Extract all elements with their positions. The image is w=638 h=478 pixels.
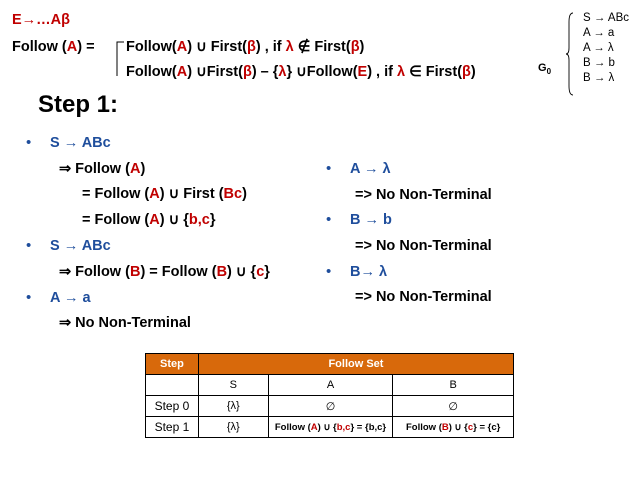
- follow-label-text: Follow (: [12, 39, 67, 55]
- text-part: ) ∪ {: [159, 212, 189, 228]
- grammar-label-text: G: [538, 62, 547, 74]
- left-bullet-3: A → a: [50, 290, 91, 306]
- text-part: ⇒ Follow (: [59, 264, 130, 280]
- rule2-part: Follow(: [126, 64, 177, 80]
- text-part: } = {c}: [473, 421, 501, 433]
- symbol-A: A: [129, 161, 141, 177]
- table-cell-follow-A: [268, 417, 393, 438]
- bullet-icon: •: [326, 263, 332, 280]
- header-follow-set: Follow Set: [198, 354, 513, 375]
- rule2-A: A: [176, 64, 188, 80]
- grammar-label: [538, 62, 551, 76]
- rule1-A: A: [176, 39, 188, 55]
- follow-rule-2: [126, 64, 476, 80]
- rule2-part: ) – {: [251, 64, 279, 80]
- left-line-5: ⇒ No Non-Terminal: [59, 315, 191, 331]
- table-cell-step: Step 1: [146, 417, 199, 438]
- rule2-E: E: [357, 64, 368, 80]
- header-step: Step: [146, 354, 199, 375]
- rule1-part: ∉ First(: [293, 39, 351, 55]
- table-header-row: [146, 354, 514, 375]
- grammar-rule: A → λ: [583, 42, 614, 54]
- rule1-lambda: λ: [285, 39, 294, 55]
- rule-bracket: [112, 40, 126, 80]
- bullet-icon: •: [326, 211, 332, 228]
- rule2-part: ∈ First(: [405, 64, 463, 80]
- left-line-4: [59, 264, 270, 280]
- bullet-icon: •: [26, 289, 32, 306]
- symbol-bc: b,c: [336, 421, 351, 433]
- text-part: = Follow (: [82, 212, 150, 228]
- table-row: [146, 396, 514, 417]
- table-row: [146, 375, 514, 396]
- step-title: Step 1:: [38, 91, 119, 118]
- symbol-bc: b,c: [188, 212, 210, 228]
- text-part: }: [209, 212, 216, 228]
- right-bullet-3: B→ λ: [350, 264, 388, 280]
- grammar-rule: A → a: [583, 27, 615, 39]
- follow-label-close: ) =: [77, 39, 95, 55]
- symbol-A: A: [149, 186, 160, 202]
- right-line-2: => No Non-Terminal: [355, 238, 492, 254]
- grammar-label-sub: 0: [546, 67, 552, 77]
- symbol-B: B: [216, 264, 228, 280]
- follow-set-table: [145, 353, 514, 438]
- grammar-rule: S → ABc: [583, 12, 630, 24]
- left-line-3: [82, 212, 216, 228]
- rule2-part: ) ∪First(: [187, 64, 243, 80]
- rule1-beta: β: [350, 39, 360, 55]
- right-bullet-2: B → b: [350, 212, 392, 228]
- production-rhs: …Aβ: [36, 12, 70, 28]
- left-line-1: [59, 161, 145, 177]
- text-part: } = {b,c}: [350, 421, 387, 433]
- table-cell: {λ}: [198, 396, 268, 417]
- table-cell-follow-B: [393, 417, 514, 438]
- rule2-part: ) , if: [367, 64, 398, 80]
- table-row: [146, 417, 514, 438]
- symbol-B: B: [441, 421, 449, 433]
- column-A: A: [268, 375, 393, 396]
- text-part: ⇒ Follow (: [59, 161, 130, 177]
- rule2-part: } ∪Follow(: [286, 64, 358, 80]
- rule1-part: ) , if: [255, 39, 286, 55]
- rule2-lambda: λ: [397, 64, 406, 80]
- text-part: ) ∪ {: [227, 264, 257, 280]
- left-line-2: [82, 186, 247, 202]
- right-bullet-1: A → λ: [350, 161, 391, 177]
- text-part: Follow (: [405, 421, 442, 433]
- right-line-3: => No Non-Terminal: [355, 289, 492, 305]
- column-S: S: [198, 375, 268, 396]
- rule2-beta: β: [242, 64, 252, 80]
- text-part: ) ∪ {: [317, 421, 337, 433]
- table-cell: [146, 375, 199, 396]
- symbol-A: A: [149, 212, 160, 228]
- rule2-beta: β: [462, 64, 471, 80]
- rule2-lambda: λ: [278, 64, 287, 80]
- text-part: Follow (: [274, 421, 311, 433]
- text-part: ) ∪ First (: [159, 186, 224, 202]
- text-part: ) = Follow (: [140, 264, 217, 280]
- right-line-1: => No Non-Terminal: [355, 187, 492, 203]
- text-part: ): [140, 161, 146, 177]
- symbol-B: B: [129, 264, 141, 280]
- table-cell: ∅: [393, 396, 514, 417]
- rule1-part: Follow(: [126, 39, 177, 55]
- rule2-part: ): [470, 64, 476, 80]
- grammar-rule: B → λ: [583, 72, 615, 84]
- table-cell: ∅: [268, 396, 393, 417]
- symbol-Bc: Bc: [223, 186, 243, 202]
- production-title: [12, 12, 70, 28]
- left-bullet-1: S → ABc: [50, 135, 111, 151]
- rule1-part: ): [359, 39, 365, 55]
- arrow-icon: →: [21, 12, 37, 28]
- grammar-rule: B → b: [583, 57, 615, 69]
- follow-rule-1: [126, 39, 364, 55]
- text-part: }: [264, 264, 270, 280]
- column-B: B: [393, 375, 514, 396]
- text-part: ) ∪ {: [448, 421, 468, 433]
- text-part: = Follow (: [82, 186, 150, 202]
- table-cell-step: Step 0: [146, 396, 199, 417]
- bullet-icon: •: [26, 134, 32, 151]
- bullet-icon: •: [26, 237, 32, 254]
- follow-label-A: A: [66, 39, 78, 55]
- grammar-rules: [583, 11, 629, 86]
- symbol-c: c: [256, 264, 265, 280]
- table-cell: {λ}: [198, 417, 268, 438]
- text-part: ): [242, 186, 247, 202]
- symbol-c: c: [467, 421, 474, 433]
- grammar-brace-icon: [566, 12, 574, 96]
- bullet-icon: •: [326, 160, 332, 177]
- rule1-beta: β: [246, 39, 256, 55]
- symbol-A: A: [310, 421, 318, 433]
- rule1-part: ) ∪ First(: [187, 39, 247, 55]
- production-lhs: E: [12, 12, 22, 28]
- follow-definition-label: [12, 39, 95, 55]
- left-bullet-2: S → ABc: [50, 238, 111, 254]
